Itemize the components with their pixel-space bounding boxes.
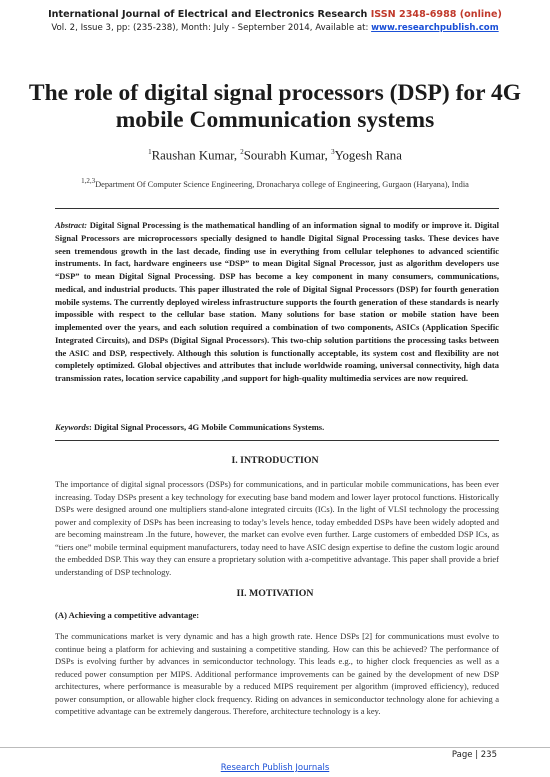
introduction-paragraph: The importance of digital signal processors (DSPs) for communications, and in particular mobile communications, has been ever increasing. Today DSPs present a key technology for executing base band modem and lower layer protocol functions. Historically DSPs were designed around one multipliers stand-alone integrated circuits (ICs). In the light of VLSI technology the processing power and complexity of DSPs has been increasing to today’s levels hence, today embedded DSPs have been widely adopted and are becoming mainstream .In the future, however, the market can evolve even further. Large customers of embedded DSP ICs, as “tiers one” mobile terminal equipment manufacturers, today need to have ASIC design expertise to define the custom logic around the embedded DSP. This way they can ensure a proprietary solution with a-competitive advantage. This paper shall provide a brief understanding of DSP technology. [55,479,499,577]
author-3: Yogesh Rana [334,148,402,163]
publisher-link[interactable]: Research Publish Journals [220,763,330,773]
footer-rule [0,747,550,748]
abstract [55,219,499,385]
author-2: Sourabh Kumar, [243,148,332,163]
journal-issn: ISSN 2348-6988 (online) [370,9,502,20]
affiliation [0,177,550,189]
affiliation-text: Department Of Computer Science Engineering, Dronacharya college of Engineering, Gurgaon (Haryana), India [95,179,469,189]
abstract-text: Digital Signal Processing is the mathematical handling of an information signal to modify or improve it. Digital Signal Processors are microprocessors specially designed to handle Digital Signal Processing tasks. These devices have seen tremendous growth in the last decade, finding use in everything from cellular telephones to advanced scientific instruments. In fact, hardware engineers use “DSP” to mean Digital Signal Processor, just as algorithm developers use “DSP” to mean Digital Signal Processing. DSP has become a key component in many consumers, communications, medical, and industrial products. This paper illustrated the role of Digital Signal Processors (DSP) for fourth generation mobile systems. The currently deployed wireless infrastructure supports the fourth generation of these standards is nearly impossible with respect to the cellular base station. Many solutions for base station or mobile station have been implemented over the years, and each solution required a combination of two components, ASICs (Application Specific Integrated Circuits), and DSPs (Digital Signal Processors). This two-chip solution partitions the processing tasks between the ASIC and DSP, respectively. Although this solution is functionally acceptable, its system cost and flexibility are not completely optimized. Global objectives and attributes that include worldwide roaming, universal connectivity, high data transmission rates, location service capability ,and support for high-quality multimedia services are now required. [55,220,499,383]
section-heading-introduction: I. INTRODUCTION [231,455,319,466]
section-heading-motivation: II. MOTIVATION [236,588,314,599]
author-1-sup: 1 [148,148,152,156]
author-3-sup: 3 [331,148,335,156]
author-2-sup: 2 [240,148,244,156]
author-1: Raushan Kumar, [151,148,241,163]
journal-name: International Journal of Electrical and Electronics Research [48,9,368,20]
affiliation-sup: 1,2,3 [81,177,96,185]
paper-title: The role of digital signal processors (DSP) for 4G mobile Communication systems [28,80,522,133]
journal-header [0,9,550,20]
keywords-text: : Digital Signal Processors, 4G Mobile Communications Systems. [89,422,325,432]
journal-url-link[interactable]: www.researchpublish.com [371,23,499,33]
page-number: Page | 235 [451,750,497,760]
author-list [0,148,550,163]
abstract-top-rule [55,208,499,209]
volume-line [0,23,550,33]
keywords [55,422,499,432]
volume-info: Vol. 2, Issue 3, pp: (235-238), Month: July - September 2014, Available at: [51,23,372,33]
abstract-label: Abstract: [55,220,88,230]
motivation-paragraph: The communications market is very dynamic and has a high growth rate. Hence DSPs [2] for communications must evolve to continue being a platform for achieving and sustaining a competitive standing. How can this be achieved? The performance of DSPs is evolving further by advances in semiconductor technology. This leads e.g., to higher clock frequencies as well as a reduced power consumption per MIPS. Additional performance improvements can be gained by the development of new DSP architectures, where performance is measurable by a reduced MIPS requirement per algorithm (improved efficiency), reduced power consumption, or allowable higher clock frequency. Riding on advances in semiconductor technology alone for achieving a competitive advantage can be extremely dangerous. Therefore, architecture technology is a key. [55,631,499,716]
abstract-bottom-rule [55,440,499,441]
keywords-label: Keywords [55,422,89,432]
subsection-heading: (A) Achieving a competitive advantage: [55,610,200,620]
